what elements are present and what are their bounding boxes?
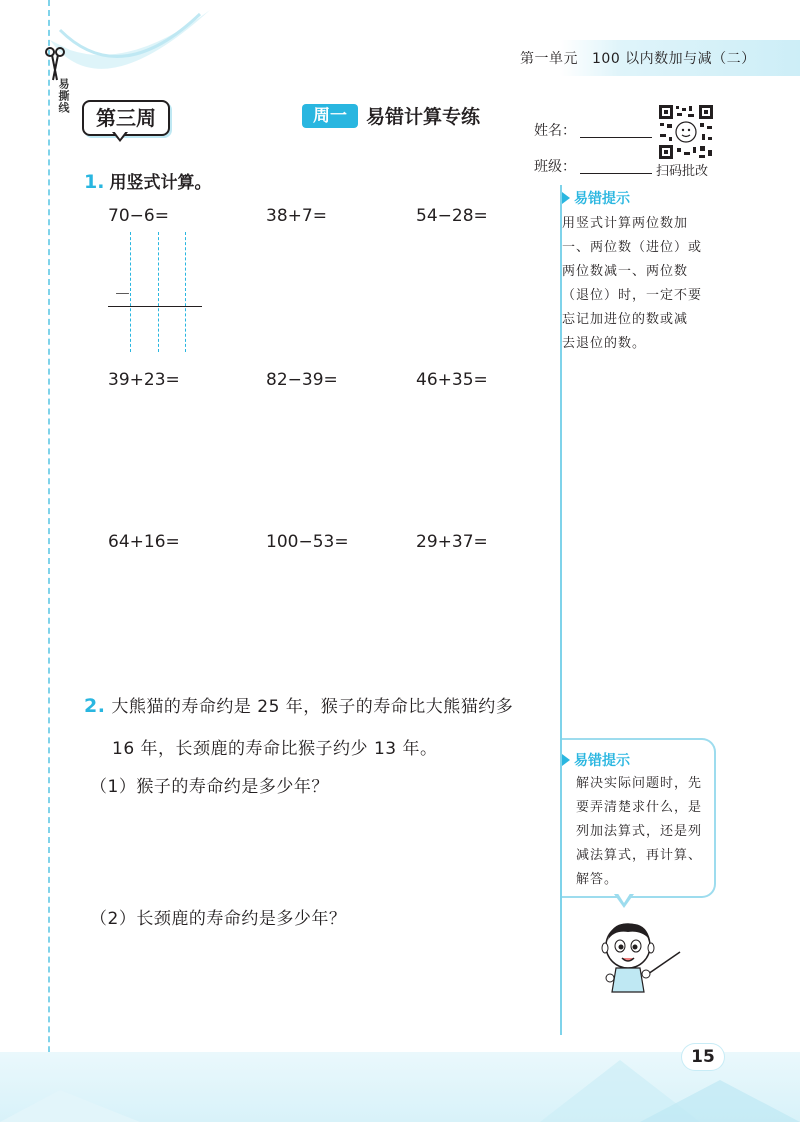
- day-badge: 周一: [302, 104, 358, 128]
- arrow-icon: [562, 754, 570, 766]
- question-number: 2.: [84, 695, 106, 717]
- tip-line: （退位）时，一定不要: [562, 288, 703, 303]
- sub-question-2: （2）长颈鹿的寿命约是多少年？: [90, 909, 347, 929]
- tip-title: 易错提示: [562, 750, 710, 770]
- tip-title: 易错提示: [562, 188, 722, 208]
- tip-bubble-tail-inner: [617, 892, 631, 903]
- guide-dashed-line: [158, 232, 159, 352]
- qr-caption: 扫码批改: [656, 164, 709, 179]
- expression: 46+35=: [416, 370, 488, 390]
- tip-line: 解决实际问题时，先: [576, 776, 703, 791]
- tip-line: 去退位的数。: [562, 336, 647, 351]
- name-field[interactable]: [580, 136, 652, 138]
- guide-dashed-line: [185, 232, 186, 352]
- class-label: 班级：: [534, 159, 576, 175]
- tip-line: 两位数减一、两位数: [562, 264, 689, 279]
- section-title: 易错计算专练: [366, 106, 481, 128]
- footer-decoration: [0, 1040, 800, 1122]
- tip-body: [562, 212, 722, 356]
- sub-question-1: （1）猴子的寿命约是多少年？: [90, 777, 329, 797]
- tip-line: 一、两位数（进位）或: [562, 240, 703, 255]
- minus-sign: －: [114, 285, 131, 305]
- expression: 38+7=: [266, 206, 327, 226]
- week-badge-tail-inner: [114, 131, 126, 139]
- expression: 70−6=: [108, 206, 169, 226]
- tear-line: [48, 0, 50, 1122]
- qr-code[interactable]: [658, 104, 714, 160]
- expression: 100−53=: [266, 532, 349, 552]
- expression: 54−28=: [416, 206, 488, 226]
- tip-line: 列加法算式，还是列: [576, 824, 703, 839]
- tip-line: 解答。: [576, 872, 619, 887]
- question-title: 用竖式计算。: [109, 173, 212, 193]
- unit-label: 第一单元: [520, 51, 578, 67]
- tear-line-label: 易撕线: [57, 78, 70, 114]
- tip-line: 忘记加进位的数或减: [562, 312, 689, 327]
- expression: 39+23=: [108, 370, 180, 390]
- topic-label: 100 以内数加与减（二）: [592, 51, 756, 67]
- expression: 64+16=: [108, 532, 180, 552]
- page-header: [520, 48, 770, 68]
- name-label: 姓名：: [534, 123, 576, 139]
- tip-body: [562, 772, 710, 892]
- question-2-line-2: 16 年，长颈鹿的寿命比猴子约少 13 年。: [112, 739, 438, 759]
- class-field[interactable]: [580, 172, 652, 174]
- tip-line: 减法算式，再计算、: [576, 848, 703, 863]
- expression: 82−39=: [266, 370, 338, 390]
- arrow-icon: [562, 192, 570, 204]
- question-text: 大熊猫的寿命约是 25 年，猴子的寿命比大熊猫约多: [111, 697, 514, 717]
- question-2-line-1: [84, 692, 513, 717]
- cartoon-boy-illustration: [598, 916, 688, 996]
- page-number: 15: [682, 1044, 724, 1070]
- tip-panel-2: [562, 750, 710, 892]
- result-line: [108, 306, 202, 307]
- tip-panel-1: [562, 188, 722, 356]
- question-1-heading: [84, 168, 212, 193]
- tip-line: 用竖式计算两位数加: [562, 216, 689, 231]
- question-number: 1.: [84, 171, 105, 193]
- week-badge: 第三周: [82, 100, 170, 136]
- tip-line: 要弄清楚求什么，是: [576, 800, 703, 815]
- expression: 29+37=: [416, 532, 488, 552]
